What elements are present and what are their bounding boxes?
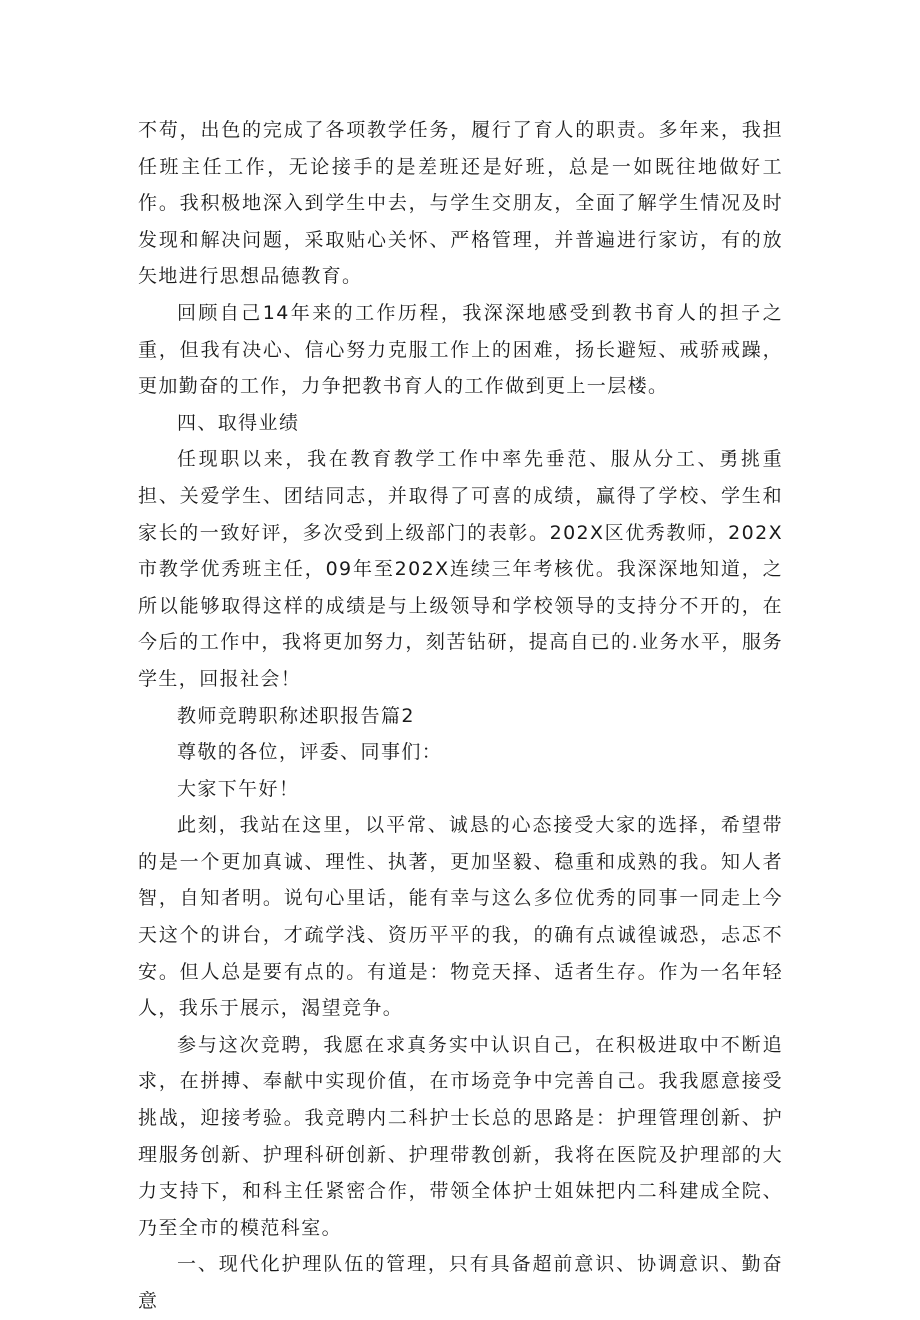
paragraph: 一、现代化护理队伍的管理，只有具备超前意识、协调意识、勤奋意 xyxy=(138,1253,783,1312)
paragraph: 参与这次竞聘，我愿在求真务实中认识自己，在积极进取中不断追求，在拼搏、奉献中实现价值，在市场竞争中完善自己。我我愿意接受挑战，迎接考验。我竞聘内二科护士长总的思路是：护理管理创新、护理服务创新、护理科研创新、护理带教创新，我将在医院及护理部的大力支持下，和科主任紧密合作，带领全体护士姐妹把内二科建成全院、乃至全市的模范科室。 xyxy=(138,1033,783,1239)
paragraph: 此刻，我站在这里，以平常、诚恳的心态接受大家的选择，希望带的是一个更加真诚、理性、执著，更加坚毅、稳重和成熟的我。知人者智，自知者明。说句心里话，能有幸与这么多位优秀的同事一同走上今天这个的讲台，才疏学浅、资历平平的我，的确有点诚徨诚恐，忐忑不安。但人总是要有点的。有道是：物竞天择、适者生存。作为一名年轻人，我乐于展示，渴望竞争。 xyxy=(138,814,783,1020)
salutation: 尊敬的各位，评委、同事们： xyxy=(176,741,443,764)
paragraph: 不苟，出色的完成了各项教学任务，履行了育人的职责。多年来，我担任班主任工作，无论接手的是差班还是好班，总是一如既往地做好工作。我积极地深入到学生中去，与学生交朋友，全面了解学生情况及时发现和解决问题，采取贴心关怀、严格管理，并普遍进行家访，有的放矢地进行思想品德教育。 xyxy=(138,119,783,288)
paragraph: 回顾自己14年来的工作历程，我深深地感受到教书育人的担子之重，但我有决心、信心努力克服工作上的困难，扬长避短、戒骄戒躁，更加勤奋的工作，力争把教书育人的工作做到更上一层楼。 xyxy=(138,301,783,398)
section-heading: 四、取得业绩 xyxy=(176,411,300,434)
greeting: 大家下午好！ xyxy=(176,777,300,800)
article-title: 教师竞聘职称述职报告篇2 xyxy=(176,704,415,727)
document-body xyxy=(138,112,783,1320)
paragraph: 任现职以来，我在教育教学工作中率先垂范、服从分工、勇挑重担、关爱学生、团结同志，并取得了可喜的成绩，赢得了学校、学生和家长的一致好评，多次受到上级部门的表彰。202X区优秀教师，202X市教学优秀班主任，09年至202X连续三年考核优。我深深地知道，之所以能够取得这样的成绩是与上级领导和学校领导的支持分不开的，在今后的工作中，我将更加努力，刻苦钻研，提高自已的.业务水平，服务学生，回报社会！ xyxy=(138,448,783,690)
